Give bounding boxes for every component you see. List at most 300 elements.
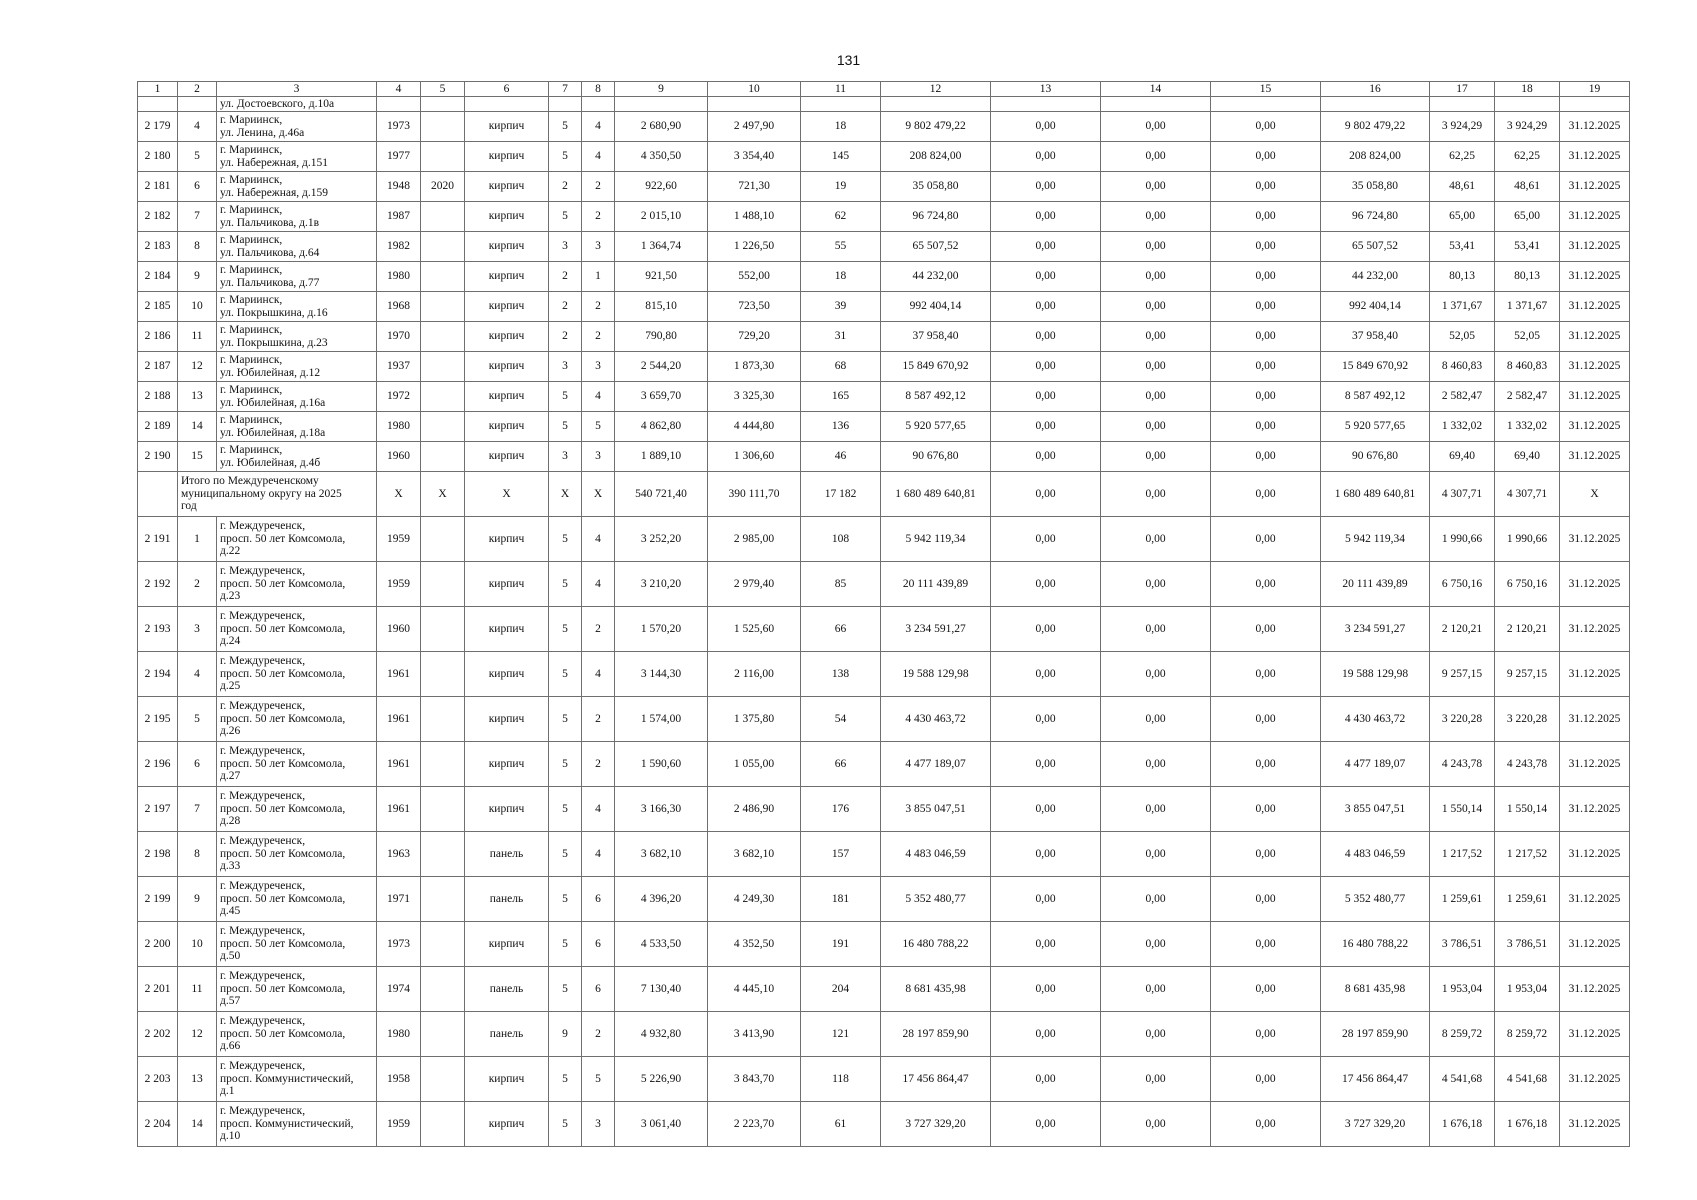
total-area-cell: 1 889,10 [615, 442, 708, 472]
address-cell [217, 1057, 377, 1102]
entrances-cell: 5 [582, 1057, 615, 1102]
table-row [138, 517, 1630, 562]
row-index-cell: 9 [178, 877, 217, 922]
cost-14-cell: 0,00 [1101, 142, 1211, 172]
year-renovated-cell [421, 292, 465, 322]
cost-15-cell: 0,00 [1211, 292, 1321, 322]
unit-cost-17-cell: 1 217,52 [1430, 832, 1495, 877]
year-renovated-cell [421, 922, 465, 967]
year-built-cell: 1980 [377, 262, 421, 292]
row-index-cell: 10 [178, 922, 217, 967]
address-cell [217, 1012, 377, 1057]
address-line: г. Мариинск, [220, 113, 283, 126]
deadline-cell: 31.12.2025 [1560, 1102, 1630, 1147]
empty-cell [801, 97, 881, 112]
unit-cost-18-cell: 3 924,29 [1495, 112, 1560, 142]
living-area-cell: 1 375,80 [708, 697, 801, 742]
wall-material-cell: кирпич [465, 172, 549, 202]
year-renovated-cell [421, 382, 465, 412]
floors-cell: 5 [549, 787, 582, 832]
row-index-cell: 13 [178, 382, 217, 412]
cost-16-cell: 3 234 591,27 [1321, 607, 1430, 652]
floors-cell: 5 [549, 1102, 582, 1147]
row-number-cell: 2 202 [138, 1012, 178, 1057]
living-area-cell: 1 226,50 [708, 232, 801, 262]
empty-cell [1101, 97, 1211, 112]
cost-15-cell: 0,00 [1211, 262, 1321, 292]
residents-cell: 18 [801, 112, 881, 142]
floors-cell: 5 [549, 877, 582, 922]
entrances-cell: 6 [582, 877, 615, 922]
address-line: просп. 50 лет Комсомола, [220, 622, 346, 635]
deadline-cell: 31.12.2025 [1560, 142, 1630, 172]
wall-material-cell: кирпич [465, 382, 549, 412]
address-line: просп. 50 лет Комсомола, [220, 757, 346, 770]
deadline-cell: 31.12.2025 [1560, 442, 1630, 472]
address-line: г. Междуреченск, [220, 790, 306, 803]
address-line: просп. Коммунистический, [220, 1072, 354, 1085]
cost-13-cell: 0,00 [991, 112, 1101, 142]
row-index-cell: 1 [178, 517, 217, 562]
unit-cost-17-cell: 4 541,68 [1430, 1057, 1495, 1102]
cost-14-cell: 0,00 [1101, 232, 1211, 262]
cost-total-cell: 3 855 047,51 [881, 787, 991, 832]
year-built-cell: 1972 [377, 382, 421, 412]
total-area-cell: 1 590,60 [615, 742, 708, 787]
empty-cell [582, 97, 615, 112]
column-header: 16 [1321, 82, 1430, 97]
deadline-cell: 31.12.2025 [1560, 112, 1630, 142]
total-area-cell: 3 144,30 [615, 652, 708, 697]
cost-total-cell: 3 234 591,27 [881, 607, 991, 652]
cost-13-cell: 0,00 [991, 742, 1101, 787]
address-cell [217, 697, 377, 742]
empty-cell [1495, 97, 1560, 112]
unit-cost-18-cell: 1 371,67 [1495, 292, 1560, 322]
cost-16-cell: 5 942 119,34 [1321, 517, 1430, 562]
unit-cost-17-cell: 1 990,66 [1430, 517, 1495, 562]
address-line: г. Мариинск, [220, 293, 283, 306]
cost-14-cell: 0,00 [1101, 412, 1211, 442]
empty-cell [881, 97, 991, 112]
cost-16-cell: 4 430 463,72 [1321, 697, 1430, 742]
year-built-cell: 1971 [377, 877, 421, 922]
address-line: просп. 50 лет Комсомола, [220, 937, 346, 950]
living-area-cell: 2 486,90 [708, 787, 801, 832]
cost-13-cell: 0,00 [991, 877, 1101, 922]
unit-cost-18-cell: 4 541,68 [1495, 1057, 1560, 1102]
row-index-cell: 6 [178, 742, 217, 787]
empty-cell [465, 97, 549, 112]
unit-cost-18-cell: 1 990,66 [1495, 517, 1560, 562]
cost-total-cell: 15 849 670,92 [881, 352, 991, 382]
residents-cell: 66 [801, 607, 881, 652]
entrances-cell: 2 [582, 202, 615, 232]
table-row [138, 1057, 1630, 1102]
address-cell [217, 262, 377, 292]
summary-deadline-cell: X [1560, 472, 1630, 517]
row-index-cell: 13 [178, 1057, 217, 1102]
address-line: г. Мариинск, [220, 173, 283, 186]
summary-cost-15-cell: 0,00 [1211, 472, 1321, 517]
table-row [138, 832, 1630, 877]
total-area-cell: 3 682,10 [615, 832, 708, 877]
residents-cell: 68 [801, 352, 881, 382]
entrances-cell: 3 [582, 442, 615, 472]
address-line: просп. 50 лет Комсомола, [220, 712, 346, 725]
entrances-cell: 4 [582, 832, 615, 877]
cost-13-cell: 0,00 [991, 652, 1101, 697]
cost-15-cell: 0,00 [1211, 652, 1321, 697]
row-index-cell: 7 [178, 787, 217, 832]
cost-13-cell: 0,00 [991, 202, 1101, 232]
column-header: 7 [549, 82, 582, 97]
residents-cell: 62 [801, 202, 881, 232]
row-number-cell: 2 188 [138, 382, 178, 412]
year-renovated-cell [421, 562, 465, 607]
column-header: 12 [881, 82, 991, 97]
cost-total-cell: 19 588 129,98 [881, 652, 991, 697]
residents-cell: 108 [801, 517, 881, 562]
year-built-cell: 1982 [377, 232, 421, 262]
cost-16-cell: 3 855 047,51 [1321, 787, 1430, 832]
residents-cell: 191 [801, 922, 881, 967]
row-index-cell: 2 [178, 562, 217, 607]
year-built-cell: 1968 [377, 292, 421, 322]
year-renovated-cell [421, 517, 465, 562]
row-index-cell: 15 [178, 442, 217, 472]
row-number-cell: 2 199 [138, 877, 178, 922]
total-area-cell: 921,50 [615, 262, 708, 292]
cost-15-cell: 0,00 [1211, 442, 1321, 472]
row-number-cell: 2 196 [138, 742, 178, 787]
cost-total-cell: 16 480 788,22 [881, 922, 991, 967]
address-line: г. Междуреченск, [220, 520, 306, 533]
address-line: д.1 [220, 1085, 235, 1098]
page-number: 131 [836, 52, 861, 68]
year-built-cell: 1963 [377, 832, 421, 877]
row-index-cell: 4 [178, 652, 217, 697]
wall-material-cell: кирпич [465, 412, 549, 442]
row-number-cell: 2 191 [138, 517, 178, 562]
cost-14-cell: 0,00 [1101, 967, 1211, 1012]
unit-cost-17-cell: 8 460,83 [1430, 352, 1495, 382]
table-row [138, 382, 1630, 412]
deadline-cell: 31.12.2025 [1560, 382, 1630, 412]
address-line: г. Мариинск, [220, 323, 283, 336]
year-renovated-cell [421, 877, 465, 922]
deadline-cell: 31.12.2025 [1560, 742, 1630, 787]
address-line: г. Мариинск, [220, 383, 283, 396]
deadline-cell: 31.12.2025 [1560, 202, 1630, 232]
cost-16-cell: 208 824,00 [1321, 142, 1430, 172]
deadline-cell: 31.12.2025 [1560, 922, 1630, 967]
year-built-cell: 1961 [377, 697, 421, 742]
row-index-cell: 8 [178, 232, 217, 262]
unit-cost-17-cell: 1 953,04 [1430, 967, 1495, 1012]
address-line: ул. Юбилейная, д.16а [220, 396, 326, 409]
floors-cell: 5 [549, 742, 582, 787]
entrances-cell: 2 [582, 607, 615, 652]
wall-material-cell: панель [465, 832, 549, 877]
unit-cost-17-cell: 65,00 [1430, 202, 1495, 232]
table-row [138, 172, 1630, 202]
cost-16-cell: 15 849 670,92 [1321, 352, 1430, 382]
cost-16-cell: 4 477 189,07 [1321, 742, 1430, 787]
summary-cost-14-cell: 0,00 [1101, 472, 1211, 517]
unit-cost-18-cell: 69,40 [1495, 442, 1560, 472]
residents-cell: 121 [801, 1012, 881, 1057]
entrances-cell: 6 [582, 967, 615, 1012]
address-cell [217, 352, 377, 382]
cost-total-cell: 65 507,52 [881, 232, 991, 262]
year-renovated-cell [421, 412, 465, 442]
wall-material-cell: кирпич [465, 607, 549, 652]
year-renovated-cell [421, 112, 465, 142]
unit-cost-17-cell: 3 924,29 [1430, 112, 1495, 142]
row-number-cell: 2 190 [138, 442, 178, 472]
entrances-cell: 2 [582, 1012, 615, 1057]
address-cell [217, 292, 377, 322]
cost-13-cell: 0,00 [991, 292, 1101, 322]
unit-cost-18-cell: 3 220,28 [1495, 697, 1560, 742]
cost-16-cell: 9 802 479,22 [1321, 112, 1430, 142]
address-line: г. Междуреченск, [220, 1105, 306, 1118]
wall-material-cell: кирпич [465, 562, 549, 607]
cost-14-cell: 0,00 [1101, 262, 1211, 292]
address-line: просп. Коммунистический, [220, 1117, 354, 1130]
residents-cell: 165 [801, 382, 881, 412]
year-renovated-cell [421, 967, 465, 1012]
table-row [138, 232, 1630, 262]
summary-row [138, 472, 1630, 517]
empty-cell [991, 97, 1101, 112]
unit-cost-17-cell: 69,40 [1430, 442, 1495, 472]
cost-16-cell: 20 111 439,89 [1321, 562, 1430, 607]
residents-cell: 55 [801, 232, 881, 262]
empty-cell [549, 97, 582, 112]
year-built-cell: 1959 [377, 562, 421, 607]
cost-14-cell: 0,00 [1101, 1012, 1211, 1057]
column-number-header-row [138, 82, 1630, 97]
wall-material-cell: кирпич [465, 112, 549, 142]
table-row [138, 112, 1630, 142]
residents-cell: 118 [801, 1057, 881, 1102]
summary-mark-cell: X [549, 472, 582, 517]
wall-material-cell: кирпич [465, 442, 549, 472]
row-index-cell: 3 [178, 607, 217, 652]
empty-cell [138, 97, 178, 112]
address-line: г. Мариинск, [220, 413, 283, 426]
table-row [138, 877, 1630, 922]
wall-material-cell: кирпич [465, 292, 549, 322]
row-number-cell: 2 204 [138, 1102, 178, 1147]
unit-cost-18-cell: 6 750,16 [1495, 562, 1560, 607]
table-row [138, 442, 1630, 472]
living-area-cell: 2 497,90 [708, 112, 801, 142]
deadline-cell: 31.12.2025 [1560, 562, 1630, 607]
table-row [138, 742, 1630, 787]
address-line: д.57 [220, 995, 241, 1008]
deadline-cell: 31.12.2025 [1560, 322, 1630, 352]
address-line: просп. 50 лет Комсомола, [220, 577, 346, 590]
cost-16-cell: 35 058,80 [1321, 172, 1430, 202]
summary-total-area-cell: 540 721,40 [615, 472, 708, 517]
unit-cost-17-cell: 48,61 [1430, 172, 1495, 202]
address-cell [217, 112, 377, 142]
cost-13-cell: 0,00 [991, 967, 1101, 1012]
cost-15-cell: 0,00 [1211, 1057, 1321, 1102]
address-line: г. Мариинск, [220, 203, 283, 216]
address-line: ул. Пальчикова, д.1в [220, 216, 320, 229]
address-line: д.22 [220, 545, 241, 558]
cost-15-cell: 0,00 [1211, 787, 1321, 832]
row-index-cell: 6 [178, 172, 217, 202]
column-header: 1 [138, 82, 178, 97]
wall-material-cell: панель [465, 967, 549, 1012]
unit-cost-17-cell: 1 550,14 [1430, 787, 1495, 832]
row-number-cell: 2 192 [138, 562, 178, 607]
table-row [138, 352, 1630, 382]
total-area-cell: 2 544,20 [615, 352, 708, 382]
row-number-cell: 2 193 [138, 607, 178, 652]
table-row [138, 652, 1630, 697]
living-area-cell: 3 325,30 [708, 382, 801, 412]
row-index-cell: 5 [178, 697, 217, 742]
floors-cell: 5 [549, 562, 582, 607]
cost-total-cell: 5 352 480,77 [881, 877, 991, 922]
unit-cost-17-cell: 1 332,02 [1430, 412, 1495, 442]
row-number-cell: 2 194 [138, 652, 178, 697]
summary-living-area-cell: 390 111,70 [708, 472, 801, 517]
cost-14-cell: 0,00 [1101, 517, 1211, 562]
cost-13-cell: 0,00 [991, 1057, 1101, 1102]
total-area-cell: 4 862,80 [615, 412, 708, 442]
living-area-cell: 552,00 [708, 262, 801, 292]
address-line: ул. Набережная, д.151 [220, 156, 329, 169]
table-row [138, 202, 1630, 232]
total-area-cell: 1 364,74 [615, 232, 708, 262]
address-cell [217, 412, 377, 442]
row-number-cell: 2 183 [138, 232, 178, 262]
year-renovated-cell [421, 322, 465, 352]
floors-cell: 5 [549, 202, 582, 232]
cost-total-cell: 208 824,00 [881, 142, 991, 172]
cost-total-cell: 4 477 189,07 [881, 742, 991, 787]
unit-cost-18-cell: 1 332,02 [1495, 412, 1560, 442]
cost-14-cell: 0,00 [1101, 787, 1211, 832]
address-cell [217, 322, 377, 352]
total-area-cell: 3 061,40 [615, 1102, 708, 1147]
address-line: д.45 [220, 905, 241, 918]
residents-cell: 54 [801, 697, 881, 742]
floors-cell: 9 [549, 1012, 582, 1057]
unit-cost-18-cell: 4 243,78 [1495, 742, 1560, 787]
cost-13-cell: 0,00 [991, 352, 1101, 382]
row-number-cell: 2 179 [138, 112, 178, 142]
cost-16-cell: 44 232,00 [1321, 262, 1430, 292]
row-number-cell: 2 186 [138, 322, 178, 352]
entrances-cell: 4 [582, 652, 615, 697]
address-line: просп. 50 лет Комсомола, [220, 982, 346, 995]
floors-cell: 5 [549, 382, 582, 412]
cost-total-cell: 4 483 046,59 [881, 832, 991, 877]
year-renovated-cell [421, 202, 465, 232]
deadline-cell: 31.12.2025 [1560, 292, 1630, 322]
address-line: просп. 50 лет Комсомола, [220, 532, 346, 545]
total-area-cell: 3 659,70 [615, 382, 708, 412]
address-line: д.24 [220, 635, 241, 648]
wall-material-cell: кирпич [465, 517, 549, 562]
row-number-cell: 2 182 [138, 202, 178, 232]
empty-cell [1211, 97, 1321, 112]
address-line: д.10 [220, 1130, 241, 1143]
cost-total-cell: 9 802 479,22 [881, 112, 991, 142]
wall-material-cell: кирпич [465, 322, 549, 352]
cost-14-cell: 0,00 [1101, 382, 1211, 412]
cost-16-cell: 8 587 492,12 [1321, 382, 1430, 412]
cost-14-cell: 0,00 [1101, 202, 1211, 232]
column-header: 10 [708, 82, 801, 97]
wall-material-cell: панель [465, 1012, 549, 1057]
address-cell [217, 202, 377, 232]
table-row [138, 322, 1630, 352]
cost-total-cell: 90 676,80 [881, 442, 991, 472]
address-cell [217, 1102, 377, 1147]
floors-cell: 2 [549, 322, 582, 352]
cost-14-cell: 0,00 [1101, 877, 1211, 922]
address-line: г. Междуреченск, [220, 610, 306, 623]
cost-13-cell: 0,00 [991, 922, 1101, 967]
total-area-cell: 790,80 [615, 322, 708, 352]
column-header: 11 [801, 82, 881, 97]
cost-14-cell: 0,00 [1101, 352, 1211, 382]
cost-15-cell: 0,00 [1211, 142, 1321, 172]
living-area-cell: 723,50 [708, 292, 801, 322]
address-cell [217, 652, 377, 697]
address-cell [217, 562, 377, 607]
living-area-cell: 1 488,10 [708, 202, 801, 232]
year-built-cell: 1973 [377, 112, 421, 142]
row-index-cell: 12 [178, 352, 217, 382]
summary-label-line: муниципальному округу на 2025 [181, 487, 342, 500]
cost-16-cell: 37 958,40 [1321, 322, 1430, 352]
unit-cost-18-cell: 8 460,83 [1495, 352, 1560, 382]
empty-cell [377, 97, 421, 112]
cost-14-cell: 0,00 [1101, 697, 1211, 742]
deadline-cell: 31.12.2025 [1560, 232, 1630, 262]
summary-cost-16-cell: 1 680 489 640,81 [1321, 472, 1430, 517]
deadline-cell: 31.12.2025 [1560, 352, 1630, 382]
row-index-cell: 7 [178, 202, 217, 232]
deadline-cell: 31.12.2025 [1560, 607, 1630, 652]
unit-cost-18-cell: 2 582,47 [1495, 382, 1560, 412]
cost-total-cell: 992 404,14 [881, 292, 991, 322]
living-area-cell: 4 352,50 [708, 922, 801, 967]
unit-cost-17-cell: 4 243,78 [1430, 742, 1495, 787]
row-number-cell: 2 181 [138, 172, 178, 202]
year-renovated-cell [421, 652, 465, 697]
cost-13-cell: 0,00 [991, 382, 1101, 412]
cost-13-cell: 0,00 [991, 262, 1101, 292]
row-index-cell: 4 [178, 112, 217, 142]
residents-cell: 145 [801, 142, 881, 172]
entrances-cell: 2 [582, 172, 615, 202]
address-line: просп. 50 лет Комсомола, [220, 847, 346, 860]
cost-13-cell: 0,00 [991, 832, 1101, 877]
summary-mark-cell: X [421, 472, 465, 517]
cost-total-cell: 44 232,00 [881, 262, 991, 292]
